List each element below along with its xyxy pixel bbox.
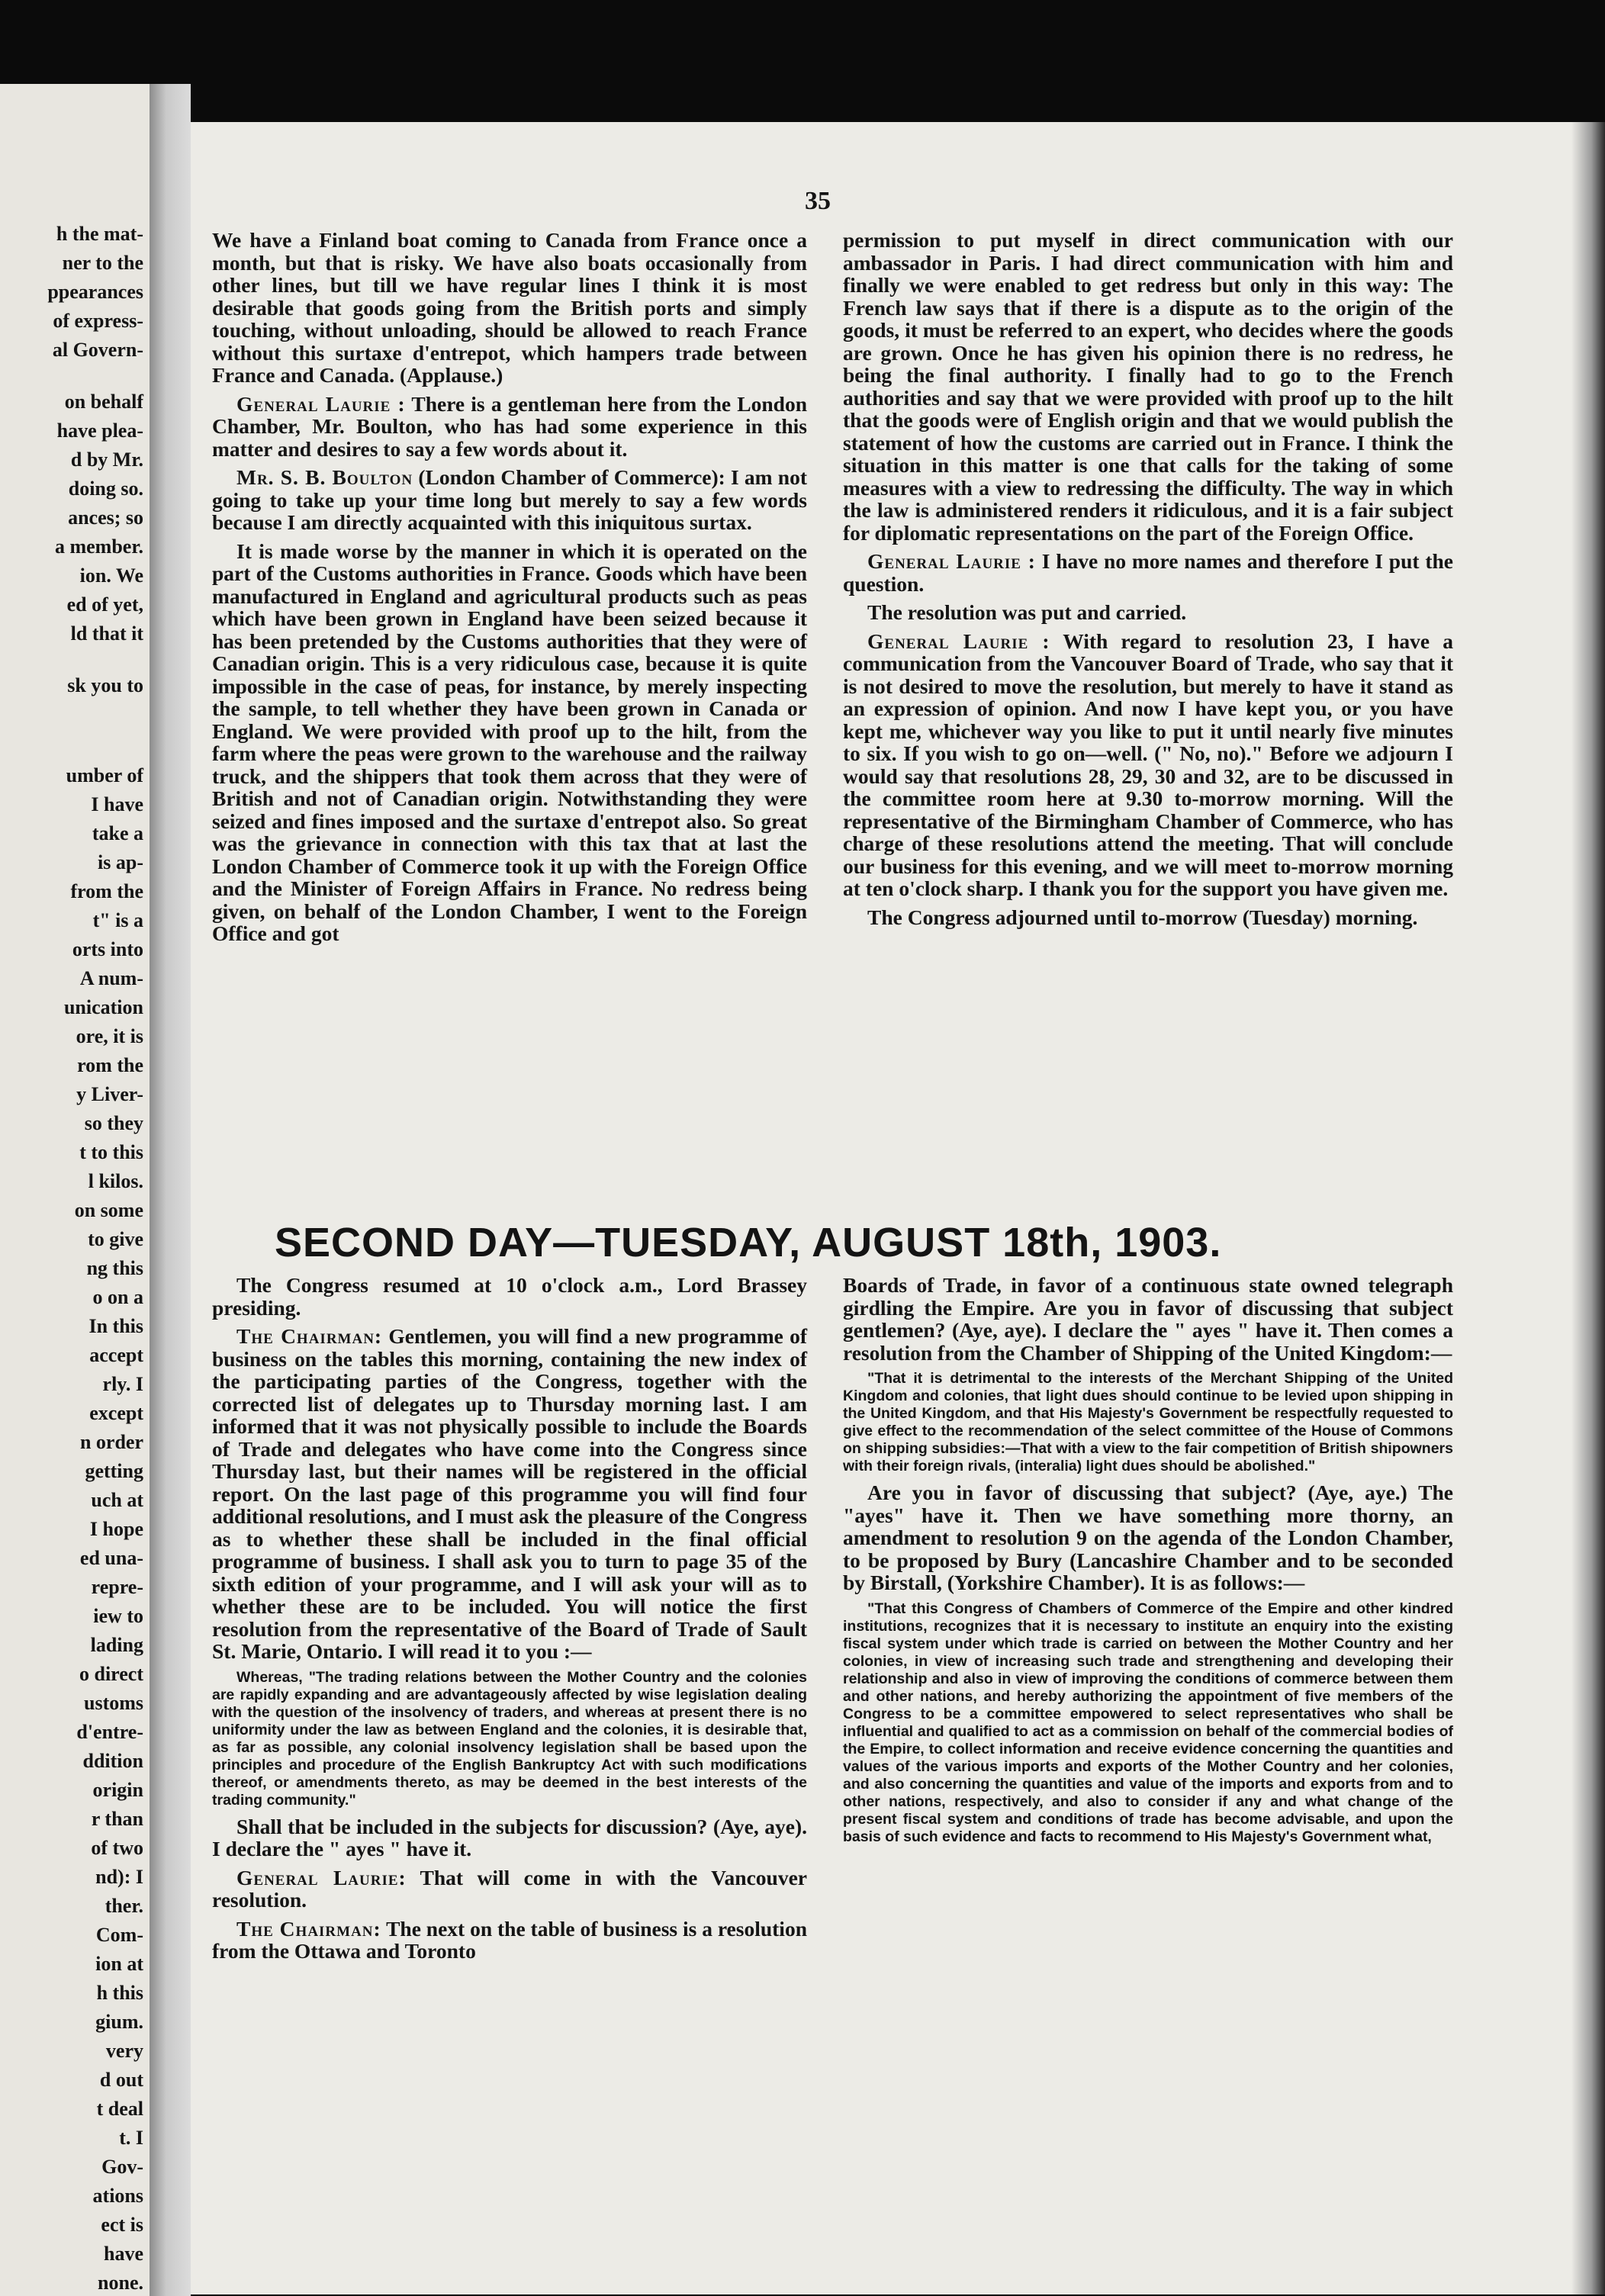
paragraph: The Congress adjourned until to-morrow (Tuesday) morning. <box>867 905 1418 929</box>
paragraph: Shall that be included in the subjects for discussion? (Aye, aye). I declare the " ayes " have it. <box>212 1814 807 1860</box>
prev-page-text-fragment: none. <box>98 2272 143 2294</box>
prev-page-text-fragment: unication <box>63 996 143 1018</box>
prev-page-text-fragment: have <box>104 2243 143 2265</box>
prev-page-text-fragment: ng this <box>86 1257 143 1279</box>
prev-page-text-fragment: on some <box>74 1199 143 1221</box>
prev-page-text-fragment: umber of <box>66 764 143 786</box>
prev-page-text-fragment: A num- <box>79 967 143 989</box>
prev-page-text-fragment: iew to <box>93 1605 143 1627</box>
prev-page-text-fragment: rly. I <box>102 1373 143 1395</box>
section-heading: SECOND DAY—TUESDAY, AUGUST 18th, 1903. <box>275 1220 1222 1265</box>
page-edge-shadow <box>1571 122 1605 2294</box>
prev-page-text-fragment: ld that it <box>70 622 143 645</box>
speaker-name: General Laurie : <box>236 391 406 416</box>
prev-page-text-fragment: a member. <box>54 535 143 558</box>
column-top-right <box>843 229 1453 934</box>
prev-page-text-fragment: I hope <box>89 1518 143 1540</box>
prev-page-text-fragment: to give <box>88 1228 143 1250</box>
quoted-resolution: "That this Congress of Chambers of Commerce of the Empire and other kindred institutions, recognizes that it is necessary to institute an enquiry into the existing fiscal system under which trade is carried on between the Mother Country and her colonies, in view of increasing such trade and strengthening and developing their relationship and also in view of improving the conditions of commerce between them and other nations, and hereby authorizing the appointment of five members of the Congress to be a committee empowered to select representatives who shall be influential and qualified to act as a commission on behalf of the commercial bodies of the Empire, to collect information and receive evidence concerning the quantities and values of the various imports and exports of the Mother Country and her colonies, and also concerning the quantities and value of the imports and exports from and to other nations, respectively, and also to consider if any and what change of the present fiscal system and conditions of trade has become advisable, and upon the basis of such evidence and facts to recommend to His Majesty's Government what, <box>843 1600 1453 1845</box>
prev-page-text-fragment: orts into <box>72 938 143 960</box>
column-top-left <box>212 229 807 951</box>
prev-page-text-fragment: t deal <box>96 2098 143 2120</box>
speech-text: Gentlemen, you will find a new programme of business on the tables this morning, containing the new index of the participating parties of the Congress, together with the corrected list of delegates up to Thursday morning last. I am informed that it was not physically possible to include the Boards of Trade and delegates who have come into the Congress since Thursday last, but their names will be registered in the official report. On the last page of this programme you will find four additional resolutions, and I must ask the pleasure of the Congress as to whether these shall be included in the final official programme of business. I shall ask you to turn to page 35 of the sixth edition of your programme, and I will ask your will as to whether these are to be included. You will notice the first resolution from the representative of the Board of Trade of Sault St. Marie, Ontario. I will read it to you :— <box>212 1324 807 1663</box>
prev-page-text-fragment: rom the <box>77 1054 143 1076</box>
prev-page-text-fragment: l kilos. <box>88 1170 143 1192</box>
paragraph <box>212 466 807 534</box>
prev-page-text-fragment: In this <box>88 1315 143 1337</box>
prev-page-text-fragment: ppearances <box>47 281 143 303</box>
prev-page-text-fragment: accept <box>89 1344 143 1366</box>
paragraph <box>212 1325 807 1663</box>
prev-page-text-fragment: ed una- <box>79 1547 143 1569</box>
prev-page-text-fragment: ect is <box>101 2214 143 2236</box>
prev-page-text-fragment: ustoms <box>83 1692 143 1714</box>
prev-page-text-fragment: from the <box>70 880 143 902</box>
prev-page-text-fragment: ner to the <box>62 252 143 274</box>
prev-page-text-fragment: getting <box>85 1460 143 1482</box>
prev-page-text-fragment: so they <box>84 1112 143 1134</box>
prev-page-text-fragment: t" is a <box>92 909 143 931</box>
speech-text: There is a gentleman here from the London Chamber, Mr. Boulton, who has had some experience in this matter and desires to say a few words about it. <box>212 391 807 461</box>
prev-page-text-fragment: t. I <box>119 2127 143 2149</box>
prev-page-text-fragment: ddition <box>82 1750 143 1772</box>
prev-page-text-fragment: ion. We <box>79 564 143 587</box>
prev-page-text-fragment: very <box>105 2040 143 2062</box>
prev-page-text-fragment: Com- <box>95 1924 143 1946</box>
speaker-name: General Laurie : <box>867 549 1036 573</box>
speech-text: The next on the table of business is a resolution from the Ottawa and Toronto <box>212 1916 807 1963</box>
prev-page-text-fragment: take a <box>92 822 143 844</box>
speech-text: That will come in with the Vancouver resolution. <box>212 1865 807 1912</box>
prev-page-text-fragment: is ap- <box>98 851 143 873</box>
prev-page-text-fragment: t to this <box>79 1141 143 1163</box>
paragraph: Are you in favor of discussing that subject? (Aye, aye.) The "ayes" have it. Then we have something more thorny, an amendment to resolution 9 on the agenda of the London Chamber, to be proposed by Bury (Lancashire Chamber and to be seconded by Birstall, (Yorkshire Chamber). It is as follows:— <box>843 1481 1453 1594</box>
prev-page-text-fragment: r than <box>91 1808 143 1830</box>
prev-page-text-fragment: of express- <box>53 310 143 332</box>
prev-page-text-fragment: ore, it is <box>76 1025 143 1047</box>
paragraph: The Congress resumed at 10 o'clock a.m., Lord Brassey presiding. <box>212 1273 807 1320</box>
prev-page-text-fragment: nd): I <box>95 1866 143 1888</box>
paragraph <box>212 1918 807 1963</box>
book-gutter <box>150 84 191 2296</box>
speaker-name: General Laurie: <box>236 1865 407 1889</box>
speaker-name: The Chairman: <box>236 1916 381 1941</box>
prev-page-text-fragment: I have <box>91 793 143 815</box>
speech-text: I have no more names and therefore I put the question. <box>843 549 1453 596</box>
prev-page-text-fragment: except <box>89 1402 143 1424</box>
prev-page-text-fragment: doing so. <box>68 478 143 500</box>
prev-page-text-fragment: o on a <box>92 1286 143 1308</box>
prev-page-text-fragment: gium. <box>95 2011 143 2033</box>
speaker-name: The Chairman: <box>236 1324 383 1348</box>
prev-page-text-fragment: lading <box>90 1634 143 1656</box>
paragraph <box>212 393 807 461</box>
prev-page-text-fragment: ther. <box>105 1895 143 1917</box>
prev-page-text-fragment: o direct <box>79 1663 143 1685</box>
prev-page-text-fragment: ances; so <box>68 506 143 529</box>
paragraph <box>212 1867 807 1912</box>
prev-page-text-fragment: al Govern- <box>52 339 143 361</box>
quoted-resolution: Whereas, "The trading relations between the Mother Country and the colonies are rapidly expanding and are advantageously affected by wise legislation dealing with the question of the insolvency of traders, and whereas at present there is no uniformity under the law as between England and the colonies, it is desirable that, as far as possible, any colonial insolvency legislation shall be based upon the principles and procedure of the English Bankruptcy Act with such modifications thereof, or amendments thereto, as may be deemed in the best interests of the trading community." <box>212 1668 807 1809</box>
speaker-name: General Laurie : <box>867 629 1050 653</box>
paragraph: Boards of Trade, in favor of a continuous state owned telegraph girdling the Empire. Are you in favor of discussing that subject gentlemen? (Aye, aye). I declare the " ayes " have it. Then comes a resolution from the Chamber of Shipping of the United Kingdom:— <box>843 1273 1453 1365</box>
speech-text: (London Chamber of Commerce): I am not going to take up your time long but merely to say a few words because I am directly acquainted with this iniquitous surtax. <box>212 465 807 534</box>
prev-page-text-fragment: ion at <box>95 1953 143 1975</box>
column-bottom-left <box>212 1274 807 1969</box>
prev-page-text-fragment: h the mat- <box>56 223 143 245</box>
paragraph <box>843 550 1453 595</box>
paragraph: permission to put myself in direct communication with our ambassador in Paris. I had direct communication with him and finally we were enabled to get redress but only in this way: The French law says that if there is a dispute as to the origin of the goods, it must be referred to an expert, who decides where the goods are grown. Once he has given his opinion there is no redress, he being the final authority. I finally had to go to the French authorities and say that we were provided with proof up to the hilt that the goods were of English origin and that we would publish the statement of how the customs are carried out in France. I think the situation in this matter is one that calls for the taking of some measures with a view to redressing the difficulty. The way in which the law is administered renders it ridiculous, and it is a fair subject for diplomatic representations on the part of the Foreign Office. <box>843 228 1453 545</box>
prev-page-text-fragment: on behalf <box>64 391 143 413</box>
paragraph: The resolution was put and carried. <box>867 600 1187 624</box>
prev-page-text-fragment: ed of yet, <box>66 593 143 616</box>
prev-page-text-fragment: y Liver- <box>76 1083 143 1105</box>
speech-text: With regard to resolution 23, I have a communication from the Vancouver Board of Trade, who say that it is not desired to move the resolution, but merely to have it stand as an expression of opinion. And now I have kept you, or you have kept me, whichever way you like to put it until nearly five minutes to six. If you wish to go on—well. (" No, no)." Before we adjourn I would say that resolutions 28, 29, 30 and 32, are to be discussed in the committee room here at 9.30 to-morrow morning. Will the representative of the Birmingham Chamber of Commerce, who has charge of these resolutions attend the meeting. That will conclude our business for this evening, and we will meet to-morrow morning at ten o'clock sharp. I thank you for the support you have given me. <box>843 629 1453 900</box>
prev-page-text-fragment: uch at <box>91 1489 143 1511</box>
prev-page-text-fragment: sk you to <box>67 674 143 696</box>
prev-page-text-fragment: have plea- <box>56 420 143 442</box>
prev-page-text-fragment: n order <box>79 1431 143 1453</box>
prev-page-text-fragment: d'entre- <box>76 1721 143 1743</box>
prev-page-text-fragment: origin <box>92 1779 143 1801</box>
prev-page-text-fragment: Gov- <box>101 2156 143 2178</box>
previous-page-fragment <box>0 84 150 2296</box>
prev-page-text-fragment: d out <box>99 2069 143 2091</box>
quoted-resolution: "That it is detrimental to the interests of the Merchant Shipping of the United Kingdom and colonies, that light dues should continue to be levied upon shipping in the United Kingdom, and that His Majesty's Government be respectfully requested to give effect to the recommendation of the select committee of the House of Commons on shipping subsidies:—That with a view to the fair competition of British shipowners with their foreign rivals, (interalia) light dues should be abolished." <box>843 1370 1453 1474</box>
prev-page-text-fragment: d by Mr. <box>70 449 143 471</box>
column-bottom-right <box>843 1274 1453 1852</box>
prev-page-text-fragment: h this <box>96 1982 143 2004</box>
speaker-name: Mr. S. B. Boulton <box>236 465 413 489</box>
prev-page-text-fragment: repre- <box>91 1576 143 1598</box>
prev-page-text-fragment: ations <box>92 2185 143 2207</box>
page-number: 35 <box>805 187 831 215</box>
paragraph: It is made worse by the manner in which it is operated on the part of the Customs authorities in France. Goods which have been manufactured in England and agricultural products such as peas which have been grown in England have been seized because it has been pretended by the Customs authorities that they were of Canadian origin. This is a very ridiculous case, because it is quite impossible in the case of peas, for instance, by merely inspecting the sample, to tell whether they have been grown in Canada or England. We were provided with proof up to the hilt, from the farm where the peas were grown to the warehouse and the railway truck, and the shippers that took them across that they were of British and not of Canadian origin. Notwithstanding they were seized and fines imposed and the surtaxe d'entrepot also. So great was the grievance in connection with this tax that at last the London Chamber of Commerce took it up with the Foreign Office and the Minister of Foreign Affairs in France. No redress being given, on behalf of the London Chamber, I went to the Foreign Office and got <box>212 539 807 945</box>
paragraph <box>843 630 1453 900</box>
paragraph: We have a Finland boat coming to Canada from France once a month, but that is risky. We have also boats occasionally from other lines, but till we have regular lines I think it is most desirable that goods going from the British ports and simply touching, without unloading, should be allowed to reach France without this surtaxe d'entrepot, which hampers trade between France and Canada. (Applause.) <box>212 228 807 387</box>
prev-page-text-fragment: of two <box>91 1837 143 1859</box>
